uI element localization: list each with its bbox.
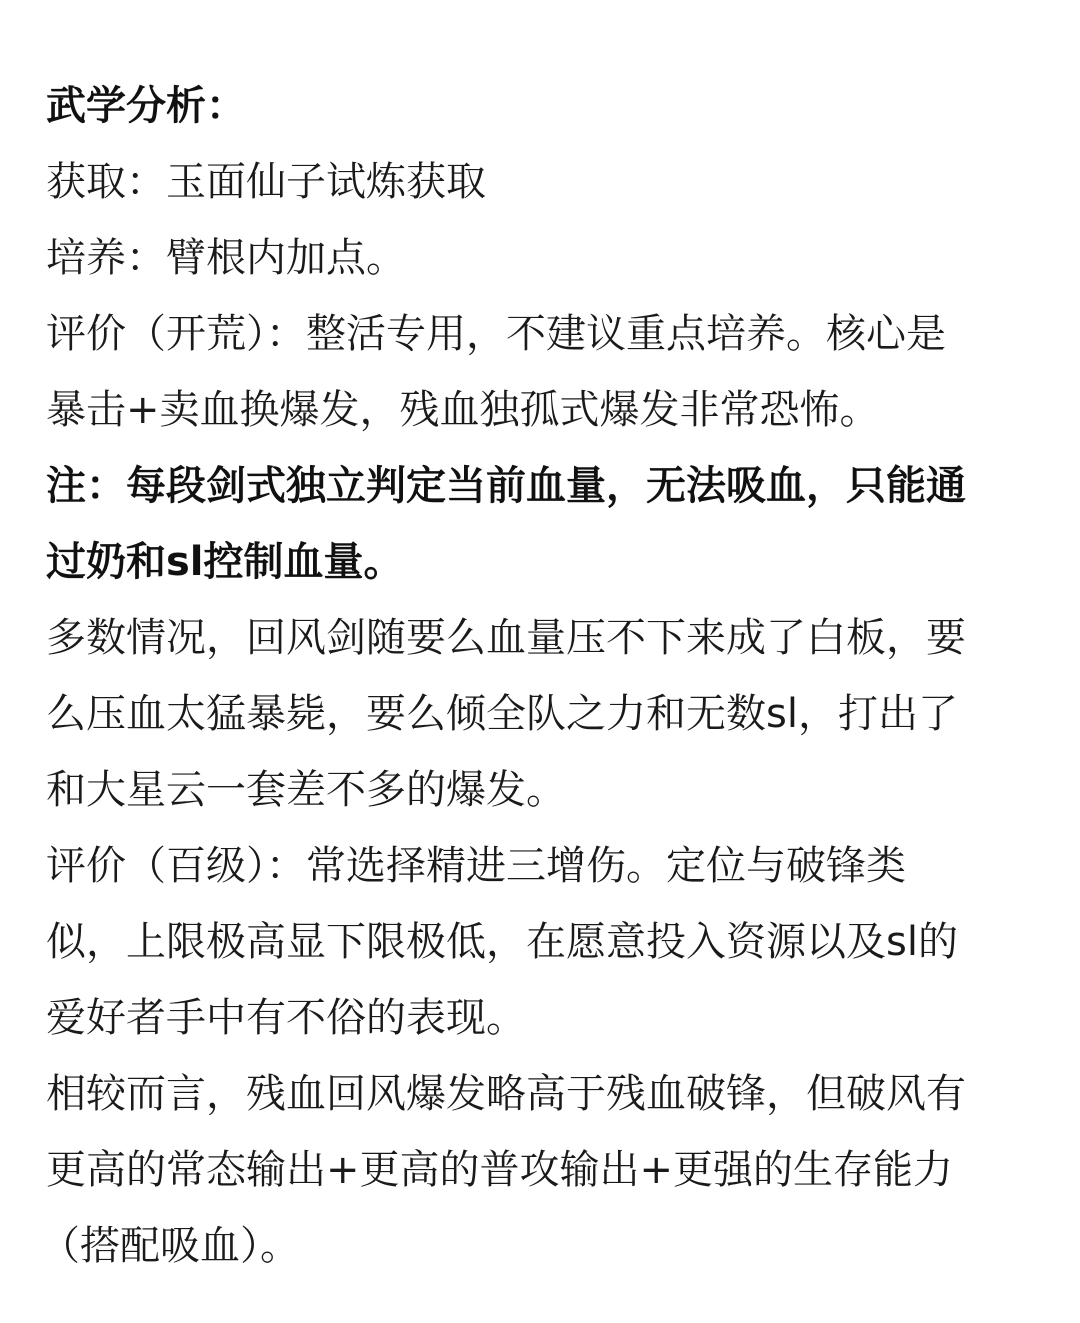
text-line-compare-2: 更高的常态输出+更高的普攻输出+更强的生存能力	[46, 1147, 954, 1193]
heading-wuxue-analysis: 武学分析：	[46, 83, 246, 129]
text-line-compare-3: （搭配吸血）。	[40, 1223, 300, 1269]
text-line-review-early-1: 评价（开荒）：整活专用，不建议重点培养。核心是	[46, 311, 946, 357]
text-line-situation-1: 多数情况，回风剑随要么血量压不下来成了白板，要	[46, 615, 966, 661]
text-line-review-100-1: 评价（百级）：常选择精进三增伤。定位与破锋类	[46, 843, 906, 889]
text-line-review-100-3: 爱好者手中有不俗的表现。	[46, 995, 526, 1041]
text-line-review-early-2: 暴击+卖血换爆发，残血独孤式爆发非常恐怖。	[46, 387, 880, 433]
note-line-1: 注：每段剑式独立判定当前血量，无法吸血，只能通	[46, 463, 966, 509]
text-line-situation-3: 和大星云一套差不多的爆发。	[46, 767, 566, 813]
text-line-cultivate: 培养：臂根内加点。	[46, 235, 406, 281]
text-line-situation-2: 么压血太猛暴毙，要么倾全队之力和无数sl，打出了	[46, 691, 958, 737]
note-line-2: 过奶和sl控制血量。	[46, 539, 404, 585]
text-line-review-100-2: 似，上限极高显下限极低，在愿意投入资源以及sl的	[46, 919, 958, 965]
text-line-acquire: 获取：玉面仙子试炼获取	[46, 159, 486, 205]
text-line-compare-1: 相较而言，残血回风爆发略高于残血破锋，但破风有	[46, 1071, 966, 1117]
